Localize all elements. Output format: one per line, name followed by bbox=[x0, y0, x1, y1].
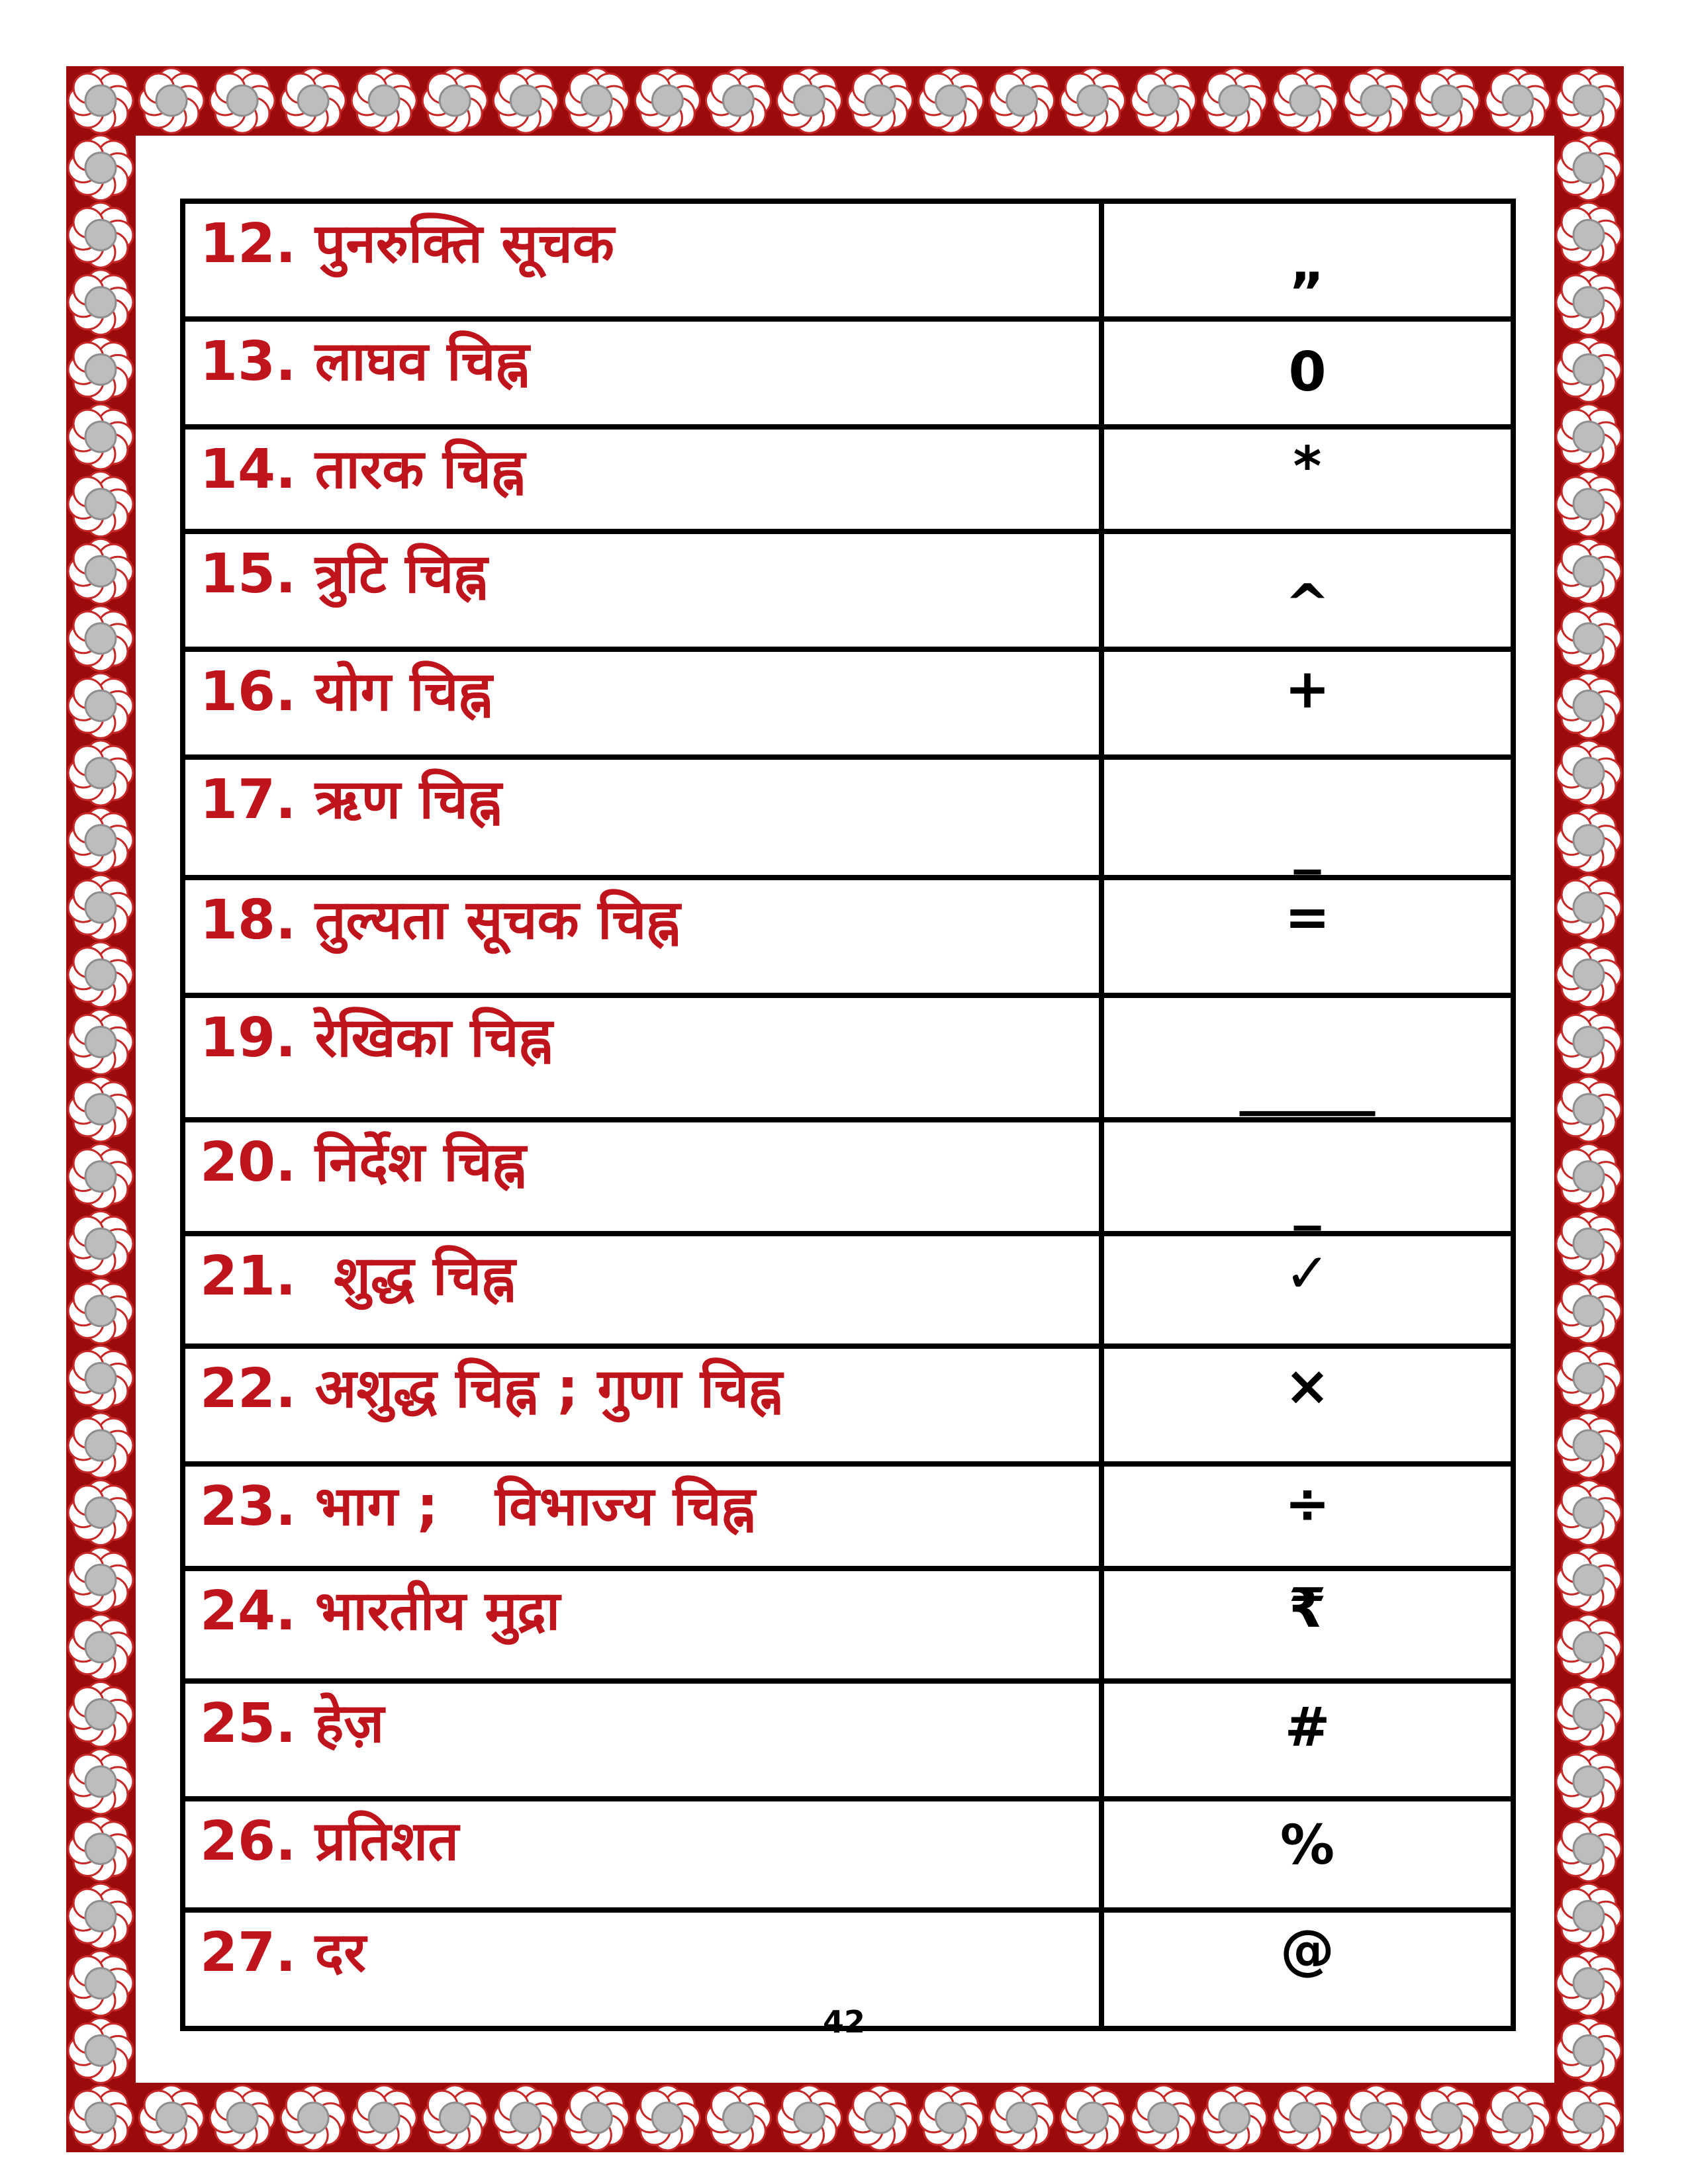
symbol-name-cell: 24. भारतीय मुद्रा bbox=[183, 1569, 1102, 1681]
flower-ornament-icon bbox=[1556, 68, 1622, 134]
table-row bbox=[183, 319, 1513, 427]
flower-ornament-icon bbox=[68, 1950, 134, 2017]
flower-ornament-icon bbox=[1556, 1345, 1622, 1411]
flower-ornament-icon bbox=[280, 2085, 346, 2151]
table-row bbox=[183, 1234, 1513, 1346]
flower-ornament-icon bbox=[1556, 1009, 1622, 1075]
flower-ornament-icon bbox=[1485, 2085, 1551, 2151]
symbol-cell: * bbox=[1102, 427, 1513, 531]
flower-ornament-icon bbox=[351, 68, 417, 134]
symbol-name-cell: 18. तुल्यता सूचक चिह्न bbox=[183, 878, 1102, 995]
flower-ornament-icon bbox=[1059, 2085, 1125, 2151]
flower-ornament-icon bbox=[68, 1614, 134, 1680]
flower-ornament-icon bbox=[1556, 1815, 1622, 1882]
symbol-cell: ^ bbox=[1102, 531, 1513, 649]
flower-ornament-icon bbox=[68, 1009, 134, 1075]
flower-ornament-icon bbox=[1556, 1479, 1622, 1545]
flower-ornament-icon bbox=[1414, 68, 1480, 134]
symbol-cell: _ bbox=[1102, 757, 1513, 878]
flower-ornament-icon bbox=[1485, 68, 1551, 134]
symbol-name-cell: 23. भाग ; विभाज्य चिह्न bbox=[183, 1464, 1102, 1569]
flower-ornament-icon bbox=[492, 68, 559, 134]
flower-ornament-icon bbox=[634, 68, 700, 134]
symbol-cell: @ bbox=[1102, 1910, 1513, 2028]
flower-ornament-icon bbox=[1556, 202, 1622, 268]
flower-ornament-icon bbox=[917, 68, 984, 134]
symbol-name-cell: 27. दर bbox=[183, 1910, 1102, 2028]
symbol-cell: # bbox=[1102, 1681, 1513, 1799]
flower-ornament-icon bbox=[705, 68, 771, 134]
symbol-name-cell: 13. लाघव चिह्न bbox=[183, 319, 1102, 427]
symbol-cell: % bbox=[1102, 1799, 1513, 1910]
flower-ornament-icon bbox=[1556, 269, 1622, 336]
symbol-cell: + bbox=[1102, 649, 1513, 757]
flower-ornament-icon bbox=[1556, 1143, 1622, 1209]
flower-ornament-icon bbox=[68, 202, 134, 268]
flower-ornament-icon bbox=[847, 68, 913, 134]
symbols-table bbox=[180, 199, 1516, 2031]
symbol-name-cell: 21. शुद्ध चिह्न bbox=[183, 1234, 1102, 1346]
flower-ornament-icon bbox=[68, 68, 134, 134]
flower-ornament-icon bbox=[1556, 1614, 1622, 1680]
flower-ornament-icon bbox=[68, 1883, 134, 1949]
flower-ornament-icon bbox=[68, 1210, 134, 1277]
flower-ornament-icon bbox=[988, 68, 1055, 134]
symbol-name-cell: 22. अशुद्ध चिह्न ; गुणा चिह्न bbox=[183, 1346, 1102, 1464]
table-row bbox=[183, 1346, 1513, 1464]
symbol-cell: 0 bbox=[1102, 319, 1513, 427]
flower-ornament-icon bbox=[917, 2085, 984, 2151]
flower-ornament-icon bbox=[138, 2085, 205, 2151]
flower-ornament-icon bbox=[422, 68, 488, 134]
symbol-cell: ₹ bbox=[1102, 1569, 1513, 1681]
flower-ornament-icon bbox=[209, 68, 275, 134]
table-row bbox=[183, 1799, 1513, 1910]
symbol-name-cell: 16. योग चिह्न bbox=[183, 649, 1102, 757]
flower-ornament-icon bbox=[1556, 471, 1622, 537]
flower-ornament-icon bbox=[68, 807, 134, 873]
flower-ornament-icon bbox=[68, 336, 134, 402]
flower-ornament-icon bbox=[68, 1681, 134, 1747]
flower-ornament-icon bbox=[1556, 1883, 1622, 1949]
flower-ornament-icon bbox=[138, 68, 205, 134]
flower-ornament-icon bbox=[1272, 2085, 1338, 2151]
flower-ornament-icon bbox=[68, 2017, 134, 2083]
flower-ornament-icon bbox=[68, 1412, 134, 1479]
flower-ornament-icon bbox=[68, 1076, 134, 1142]
table-row bbox=[183, 649, 1513, 757]
table-row bbox=[183, 1569, 1513, 1681]
flower-ornament-icon bbox=[634, 2085, 700, 2151]
flower-ornament-icon bbox=[705, 2085, 771, 2151]
flower-ornament-icon bbox=[68, 1815, 134, 1882]
flower-ornament-icon bbox=[1556, 874, 1622, 940]
table-row bbox=[183, 427, 1513, 531]
flower-ornament-icon bbox=[68, 942, 134, 1008]
flower-ornament-icon bbox=[776, 68, 842, 134]
flower-ornament-icon bbox=[1556, 538, 1622, 604]
flower-ornament-icon bbox=[1556, 1950, 1622, 2017]
flower-ornament-icon bbox=[1556, 336, 1622, 402]
symbol-name-cell: 26. प्रतिशत bbox=[183, 1799, 1102, 1910]
flower-ornament-icon bbox=[68, 1479, 134, 1545]
table-row bbox=[183, 1464, 1513, 1569]
flower-ornament-icon bbox=[68, 404, 134, 470]
symbol-cell: × bbox=[1102, 1346, 1513, 1464]
flower-ornament-icon bbox=[1556, 672, 1622, 739]
symbol-name-cell: 19. रेखिका चिह्न bbox=[183, 995, 1102, 1119]
flower-ornament-icon bbox=[280, 68, 346, 134]
flower-ornament-icon bbox=[68, 1345, 134, 1411]
symbol-name-cell: 25. हेज़ bbox=[183, 1681, 1102, 1799]
flower-ornament-icon bbox=[1343, 2085, 1409, 2151]
flower-ornament-icon bbox=[1556, 1076, 1622, 1142]
flower-ornament-icon bbox=[68, 1278, 134, 1344]
flower-ornament-icon bbox=[209, 2085, 275, 2151]
symbol-name-cell: 15. त्रुटि चिह्न bbox=[183, 531, 1102, 649]
flower-ornament-icon bbox=[847, 2085, 913, 2151]
flower-ornament-icon bbox=[1556, 1210, 1622, 1277]
table-row bbox=[183, 201, 1513, 319]
symbol-cell: „ bbox=[1102, 201, 1513, 319]
flower-ornament-icon bbox=[68, 672, 134, 739]
flower-ornament-icon bbox=[68, 538, 134, 604]
flower-ornament-icon bbox=[68, 2085, 134, 2151]
symbol-name-cell: 14. तारक चिह्न bbox=[183, 427, 1102, 531]
flower-ornament-icon bbox=[351, 2085, 417, 2151]
flower-ornament-icon bbox=[1556, 740, 1622, 806]
flower-ornament-icon bbox=[1556, 404, 1622, 470]
flower-ornament-icon bbox=[68, 1143, 134, 1209]
flower-ornament-icon bbox=[1556, 1749, 1622, 1815]
flower-ornament-icon bbox=[1131, 68, 1197, 134]
flower-ornament-icon bbox=[563, 2085, 630, 2151]
flower-ornament-icon bbox=[68, 1547, 134, 1613]
table-row bbox=[183, 995, 1513, 1119]
flower-ornament-icon bbox=[68, 1749, 134, 1815]
flower-ornament-icon bbox=[1556, 1547, 1622, 1613]
table-row bbox=[183, 1120, 1513, 1234]
table-row bbox=[183, 1681, 1513, 1799]
symbol-cell: = bbox=[1102, 878, 1513, 995]
flower-ornament-icon bbox=[988, 2085, 1055, 2151]
table-row bbox=[183, 878, 1513, 995]
flower-ornament-icon bbox=[68, 134, 134, 201]
flower-ornament-icon bbox=[68, 269, 134, 336]
flower-ornament-icon bbox=[68, 874, 134, 940]
symbol-cell: ✓ bbox=[1102, 1234, 1513, 1346]
symbol-name-cell: 20. निर्देश चिह्न bbox=[183, 1120, 1102, 1234]
flower-ornament-icon bbox=[68, 471, 134, 537]
flower-ornament-icon bbox=[1556, 2085, 1622, 2151]
flower-ornament-icon bbox=[1201, 68, 1268, 134]
flower-ornament-icon bbox=[776, 2085, 842, 2151]
flower-ornament-icon bbox=[1556, 807, 1622, 873]
flower-ornament-icon bbox=[1414, 2085, 1480, 2151]
flower-ornament-icon bbox=[1131, 2085, 1197, 2151]
symbol-name-cell: 12. पुनरुक्ति सूचक bbox=[183, 201, 1102, 319]
flower-ornament-icon bbox=[1556, 2017, 1622, 2083]
flower-ornament-icon bbox=[492, 2085, 559, 2151]
table-row bbox=[183, 531, 1513, 649]
flower-ornament-icon bbox=[1272, 68, 1338, 134]
flower-ornament-icon bbox=[1201, 2085, 1268, 2151]
symbol-cell: _ bbox=[1102, 1120, 1513, 1234]
flower-ornament-icon bbox=[1556, 1278, 1622, 1344]
flower-ornament-icon bbox=[422, 2085, 488, 2151]
flower-ornament-icon bbox=[1556, 942, 1622, 1008]
page-number: 42 bbox=[822, 2004, 865, 2040]
flower-ornament-icon bbox=[1556, 1681, 1622, 1747]
symbol-cell: _____ bbox=[1102, 995, 1513, 1119]
flower-ornament-icon bbox=[1059, 68, 1125, 134]
table-row bbox=[183, 757, 1513, 878]
flower-ornament-icon bbox=[68, 740, 134, 806]
flower-ornament-icon bbox=[1556, 134, 1622, 201]
symbol-cell: ÷ bbox=[1102, 1464, 1513, 1569]
flower-ornament-icon bbox=[68, 606, 134, 672]
flower-ornament-icon bbox=[563, 68, 630, 134]
flower-ornament-icon bbox=[1556, 606, 1622, 672]
flower-ornament-icon bbox=[1556, 1412, 1622, 1479]
symbol-name-cell: 17. ऋण चिह्न bbox=[183, 757, 1102, 878]
flower-ornament-icon bbox=[1343, 68, 1409, 134]
